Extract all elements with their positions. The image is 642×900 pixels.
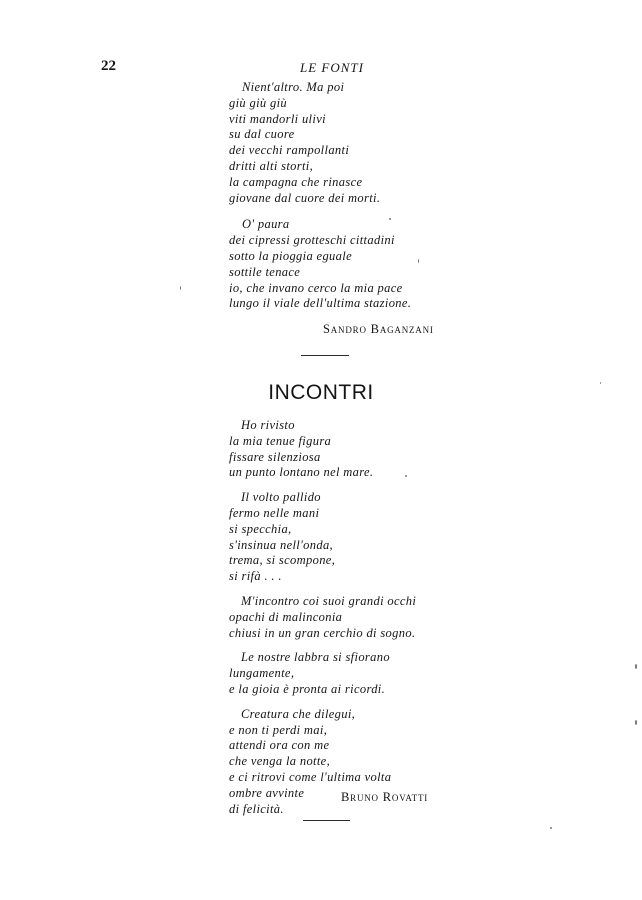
poem-line: sotto la pioggia eguale [229, 248, 352, 263]
scan-speck [418, 259, 419, 263]
poem-line: fermo nelle mani [229, 505, 320, 520]
poem-line: dritti alti storti, [229, 158, 314, 173]
poem-line: s'insinua nell'onda, [229, 537, 334, 552]
section-divider [303, 820, 350, 821]
poem-line: ombre avvinte [229, 785, 305, 800]
poem-2-title: INCONTRI [268, 381, 374, 404]
poem-1-stanza-1 [0, 80, 642, 206]
poem-line: Ho rivisto [241, 418, 295, 432]
poem-line: e la gioia è pronta ai ricordi. [229, 681, 386, 696]
scan-speck [180, 286, 181, 290]
poem-line: un punto lontano nel mare. [229, 465, 374, 480]
poem-line: viti mandorli ulivi [229, 111, 326, 126]
poem-line: dei vecchi rampollanti [229, 143, 350, 158]
poem-line: O' paura [242, 217, 290, 232]
poem-line: lungamente, [229, 666, 295, 681]
poem-2-stanza-1 [0, 418, 642, 481]
poem-line: M'incontro coi suoi grandi occhi [241, 593, 417, 608]
scan-speck [600, 382, 601, 384]
poem-2-stanza-2 [0, 490, 642, 585]
poem-2-stanza-5 [0, 707, 642, 818]
poem-line: si specchia, [229, 521, 292, 536]
poem-line: giù giù giù [229, 95, 288, 110]
poem-line: di felicità. [229, 801, 284, 816]
poem-line: su dal cuore [229, 127, 295, 142]
poem-line: e ci ritrovi come l'ultima volta [229, 769, 392, 784]
poem-line: trema, si scompone, [229, 553, 336, 568]
poem-2-author: Bruno Rovatti [341, 790, 429, 804]
poem-line: giovane dal cuore dei morti. [229, 190, 381, 205]
poem-line: attendi ora con me [229, 738, 330, 753]
scan-speck [550, 827, 552, 829]
poem-line: Nient'altro. Ma poi [242, 80, 345, 94]
section-divider [301, 355, 349, 356]
poem-line: Creatura che dilegui, [241, 706, 356, 721]
poem-line: Le nostre labbra si sfiorano [241, 650, 390, 665]
poem-line: io, che invano cerco la mia pace [229, 280, 403, 295]
poem-line: lungo il viale dell'ultima stazione. [229, 296, 412, 311]
poem-line: chiusi in un gran cerchio di sogno. [229, 625, 416, 640]
poem-line: e non ti perdi mai, [229, 722, 328, 737]
poem-line: che venga la notte, [229, 754, 331, 769]
poem-line: dei cipressi grotteschi cittadini [229, 233, 395, 248]
scan-speck [405, 475, 407, 477]
poem-1-stanza-2 [0, 217, 642, 312]
poem-line: la campagna che rinasce [229, 174, 363, 189]
poem-2-stanza-3 [0, 594, 642, 641]
scan-speck [635, 720, 637, 725]
scan-speck [389, 218, 391, 220]
poem-2 [0, 418, 642, 817]
page-number: 22 [101, 58, 116, 74]
poem-line: si rifà . . . [229, 569, 282, 584]
poem-line: Il volto pallido [241, 490, 321, 505]
poem-2-stanza-4 [0, 650, 642, 697]
running-head: LE FONTI [300, 60, 364, 75]
poem-line: la mia tenue figura [229, 433, 332, 448]
scan-speck [635, 664, 637, 669]
poem-1 [0, 80, 642, 312]
poem-line: opachi di malinconia [229, 609, 343, 624]
poem-line: fissare silenziosa [229, 449, 321, 464]
poem-line: sottile tenace [229, 264, 301, 279]
poem-1-author: Sandro Baganzani [323, 322, 434, 336]
